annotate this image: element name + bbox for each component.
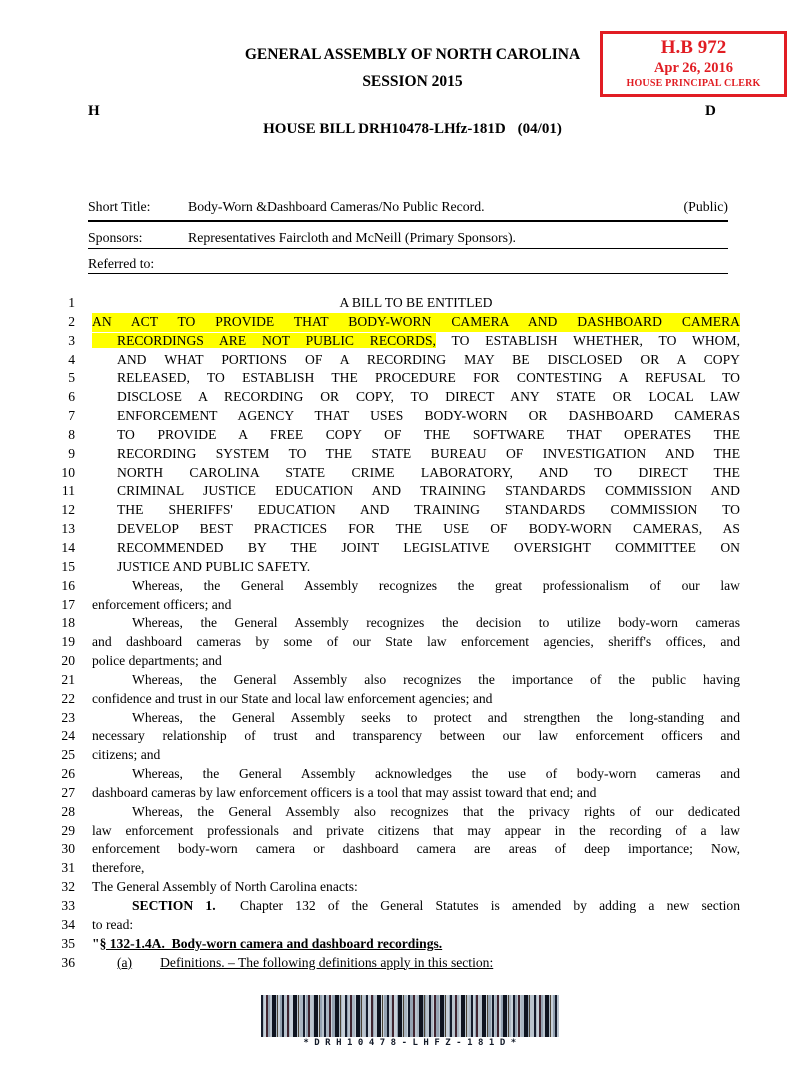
bill-line: [40, 445, 740, 464]
line-number: 11: [61, 483, 75, 499]
stamp-bill-number: H.B 972: [660, 37, 727, 58]
line-number: 19: [61, 634, 75, 650]
line-text: Whereas, the General Assembly recognizes the decision to utilize body-worn cameras: [132, 615, 740, 631]
bill-line: [40, 482, 740, 501]
line-text: confidence and trust in our State and local law enforcement agencies; and: [92, 690, 493, 706]
line-number: 5: [68, 370, 75, 386]
line-text: therefore,: [92, 860, 145, 876]
line-number: 14: [61, 539, 75, 555]
line-text: Whereas, the General Assembly also recognizes the importance of the public having: [132, 671, 740, 687]
line-text: RELEASED, TO ESTABLISH THE PROCEDURE FOR CONTESTING A REFUSAL TO: [117, 370, 740, 386]
line-text: Whereas, the General Assembly recognizes the great professionalism of our law: [132, 577, 740, 593]
bill-line: [40, 464, 740, 483]
line-number: 10: [61, 464, 75, 480]
barcode-block: [252, 995, 568, 1048]
assembly-title: GENERAL ASSEMBLY OF NORTH CAROLINA: [244, 46, 581, 63]
barcode-label: *DRH10478-LHFZ-181D*: [303, 1038, 522, 1048]
bill-line: [40, 709, 740, 728]
line-text: CRIMINAL JUSTICE EDUCATION AND TRAINING STANDARDS COMMISSION AND: [117, 483, 740, 499]
line-text: A BILL TO BE ENTITLED: [339, 295, 493, 310]
line-number: 25: [61, 747, 75, 763]
bill-heading: [25, 121, 800, 138]
barcode-image: [261, 995, 559, 1037]
line-text: RECOMMENDED BY THE JOINT LEGISLATIVE OVERSIGHT COMMITTEE ON: [117, 539, 740, 555]
bill-line: [40, 859, 740, 878]
line-number: 21: [61, 671, 75, 687]
line-number: 15: [61, 558, 75, 574]
line-text: Whereas, the General Assembly acknowledges the use of body-worn cameras and: [132, 766, 740, 782]
line-number: 24: [61, 728, 75, 744]
line-number: 17: [61, 596, 75, 612]
bill-line: [40, 784, 740, 803]
line-text: enforcement body-worn camera or dashboard camera are areas of deep importance; Now,: [92, 841, 740, 857]
bill-line: [40, 954, 740, 973]
line-number: 22: [61, 690, 75, 706]
session-title: SESSION 2015: [362, 73, 463, 90]
line-number: 18: [61, 615, 75, 631]
line-text: enforcement officers; and: [92, 596, 232, 612]
bill-line: [40, 652, 740, 671]
public-note: (Public): [683, 199, 728, 214]
line-text: law enforcement professionals and private citizens that may appear in the recording of a law: [92, 822, 740, 838]
referred-to-row: [88, 249, 728, 274]
line-number: 27: [61, 784, 75, 800]
bill-line: [40, 765, 740, 784]
line-number: 16: [61, 577, 75, 593]
bill-line: [40, 369, 740, 388]
line-number: 28: [61, 803, 75, 819]
bill-line: [40, 332, 740, 351]
bill-line: [40, 671, 740, 690]
bill-line: [40, 633, 740, 652]
line-text: police departments; and: [92, 653, 222, 669]
referred-to-label: Referred to:: [88, 256, 155, 271]
bill-body: [40, 294, 740, 972]
line-text: (a) Definitions. – The following definitions apply in this section:: [117, 954, 494, 970]
bill-line: [40, 916, 740, 935]
bill-line: [40, 426, 740, 445]
bill-line: [40, 501, 740, 520]
sponsors-label: Sponsors:: [88, 230, 143, 245]
line-number: 32: [61, 879, 75, 895]
clerk-stamp: [600, 31, 787, 97]
line-text: citizens; and: [92, 747, 161, 763]
referred-to-value: [188, 256, 728, 273]
line-text: NORTH CAROLINA STATE CRIME LABORATORY, AND TO DIRECT THE: [117, 464, 740, 480]
line-number: 34: [61, 916, 75, 932]
line-text: necessary relationship of trust and transparency between our law enforcement officers and: [92, 728, 740, 744]
line-number: 13: [61, 521, 75, 537]
chamber-marker-draft: D: [705, 103, 716, 119]
line-number: 2: [68, 313, 75, 329]
line-text: "§ 132-1.4A. Body-worn camera and dashboard recordings.: [92, 935, 443, 951]
bill-line: [40, 539, 740, 558]
line-text: ENFORCEMENT AGENCY THAT USES BODY-WORN OR DASHBOARD CAMERAS: [117, 408, 740, 424]
line-number: 20: [61, 653, 75, 669]
bill-line: [40, 558, 740, 577]
short-title-value: Body-Worn &Dashboard Cameras/No Public Record.: [188, 199, 485, 214]
bill-heading-text: HOUSE BILL DRH10478-LHfz-181D: [263, 121, 506, 137]
bill-line: [40, 840, 740, 859]
bill-line: [40, 351, 740, 370]
bill-line: [40, 294, 740, 313]
line-number: 30: [61, 841, 75, 857]
bill-line: [40, 803, 740, 822]
bill-line: [40, 822, 740, 841]
line-text: DEVELOP BEST PRACTICES FOR THE USE OF BODY-WORN CAMERAS, AS: [117, 521, 740, 537]
bill-info-table: [88, 190, 728, 274]
line-text: Whereas, the General Assembly also recognizes that the privacy rights of our dedicated: [132, 803, 740, 819]
bill-line: [40, 596, 740, 615]
line-text: dashboard cameras by law enforcement officers is a tool that may assist toward that end; and: [92, 784, 597, 800]
line-number: 35: [61, 935, 75, 951]
bill-line: [40, 897, 740, 916]
line-text: TO PROVIDE A FREE COPY OF THE SOFTWARE THAT OPERATES THE: [117, 426, 740, 442]
line-text: AN ACT TO PROVIDE THAT BODY-WORN CAMERA AND DASHBOARD CAMERA: [92, 313, 740, 332]
line-text: and dashboard cameras by some of our State law enforcement agencies, sheriff's offices, and: [92, 634, 740, 650]
line-number: 33: [61, 898, 75, 913]
line-text: to read:: [92, 916, 134, 932]
line-number: 4: [68, 351, 75, 367]
line-number: 36: [61, 954, 75, 970]
bill-line: [40, 388, 740, 407]
line-number: 31: [61, 860, 75, 876]
line-number: 26: [61, 766, 75, 782]
line-text: THE SHERIFFS' EDUCATION AND TRAINING STANDARDS COMMISSION TO: [117, 502, 740, 518]
sponsors-value: Representatives Faircloth and McNeill (Primary Sponsors).: [188, 230, 516, 245]
bill-line: [40, 746, 740, 765]
line-text: The General Assembly of North Carolina enacts:: [92, 879, 358, 895]
bill-line: [40, 935, 740, 954]
line-text: RECORDING SYSTEM TO THE STATE BUREAU OF INVESTIGATION AND THE: [117, 445, 740, 461]
line-text: AND WHAT PORTIONS OF A RECORDING MAY BE DISCLOSED OR A COPY: [117, 351, 740, 367]
bill-line: [40, 520, 740, 539]
line-number: 9: [68, 445, 75, 461]
bill-line: [40, 577, 740, 596]
short-title-label: Short Title:: [88, 199, 151, 214]
line-number: 7: [68, 408, 75, 424]
bill-line: [40, 878, 740, 897]
line-number: 23: [61, 709, 75, 725]
line-number: 29: [61, 822, 75, 838]
line-text: DISCLOSE A RECORDING OR COPY, TO DIRECT ANY STATE OR LOCAL LAW: [117, 389, 740, 405]
stamp-office: HOUSE PRINCIPAL CLERK: [626, 78, 761, 89]
short-title-row: [88, 190, 728, 222]
line-number: 12: [61, 502, 75, 518]
line-number: 8: [68, 426, 75, 442]
stamp-date: Apr 26, 2016: [653, 60, 734, 76]
sponsors-row: [88, 222, 728, 249]
bill-line: [40, 727, 740, 746]
line-number: 1: [68, 295, 75, 310]
line-number: 6: [68, 389, 75, 405]
chamber-marker-house: H: [88, 103, 100, 119]
line-number: 3: [68, 332, 75, 348]
line-text: RECORDINGS ARE NOT PUBLIC RECORDS, TO ESTABLISH WHETHER, TO WHOM,: [92, 332, 740, 351]
line-text: SECTION 1. Chapter 132 of the General Statutes is amended by adding a new section: [132, 898, 740, 913]
bill-line: [40, 614, 740, 633]
bill-line: [40, 690, 740, 709]
bill-line: [40, 313, 740, 332]
bill-line: [40, 407, 740, 426]
line-text: JUSTICE AND PUBLIC SAFETY.: [117, 558, 311, 574]
line-text: Whereas, the General Assembly seeks to protect and strengthen the long-standing and: [132, 709, 740, 725]
bill-version: (04/01): [517, 121, 562, 137]
